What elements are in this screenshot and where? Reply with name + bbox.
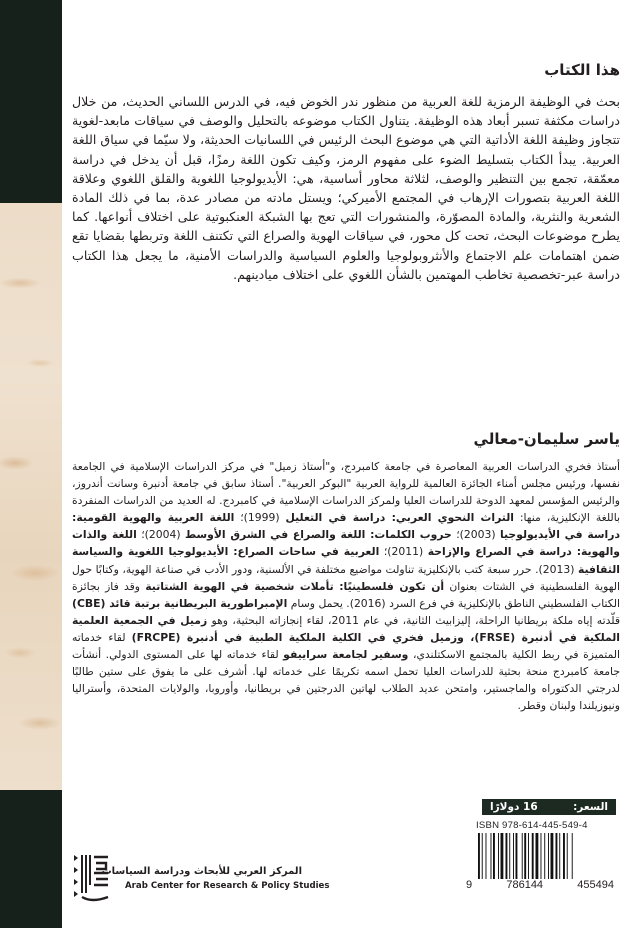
barcode-bar bbox=[532, 833, 534, 879]
bio-book-title: اللغة العربية والهوية القومية: دراسة في الأيديولوجيا bbox=[72, 511, 620, 542]
barcode-bar bbox=[522, 833, 523, 879]
barcode-bar bbox=[509, 833, 510, 879]
barcode-bar bbox=[501, 833, 504, 879]
barcode-bar bbox=[478, 833, 480, 879]
barcode-bar bbox=[482, 833, 483, 879]
author-bio-text bbox=[72, 458, 620, 714]
cover-edge-dark-bottom bbox=[0, 790, 62, 928]
isbn-label: ISBN 978-614-445-549-4 bbox=[476, 820, 588, 831]
about-book-text: بحث في الوظيفة الرمزية للغة العربية من منظور ندر الخوض فيه، في الدرس اللساني الحديث، من خلال دراسات مكثفة تسبر أبعاد هذه الوظيفة. يتناول الكتاب موضوعه بالتحليل والوصف في سياقات مابعد-لغوية تتجاوز وظيفة اللغة الأداتية التي هي موضوع البحث الرئيس في اللسانيات الحديثة، ولا سيّما في سياق اللغة العربية. يبدأ الكتاب بتسليط الضوء على مفهوم الرمز، وكيف تكون اللغة رمزًا، قبل أن يدخل في دراسة معمّقة، تجمع بين التنظير والوصف، لثلاثة محاور أساسية، هي: الأيديولوجيا اللغوية والقلق اللغوي وعلاقة اللغة العربية بتصورات الإرهاب في المجتمع الأميركي؛ ويستل مادته من مصادر عدة، بما في ذلك المادة الشعرية والنثرية، والمادة المصوّرة، والمنشورات التي تعج بها الشبكة العنكبوتية على اختلاف أنواعها. كما يطرح موضوعات البحث، تحت كل محور، في سياقات الهوية والصراع التي تكتنف اللغة وتربطها بقضايا تقع ضمن اهتمامات علم الاجتماع والأنثروبولوجيا والعلوم السياسية والدراسات الأمنية، ما يجعل هذا الكتاب دراسة عبر-تخصصية تخاطب المهتمين بالشأن اللغوي على اختلاف ميادينهم. bbox=[72, 94, 620, 282]
bio-book-title: اللغة والذات والهوية: دراسة في الصراع والإزاحة bbox=[72, 528, 620, 559]
price-box bbox=[482, 799, 616, 815]
bio-text-segment: (2013). حرر سبعة كتب بالإنكليزية تناولت مواضيع مختلفة في الألسنية، ودور الأدب في صناعة الهوية، وكتابًا حول الهوية الفلسطينية في الشتات بعنوان bbox=[72, 562, 620, 593]
bio-book-title: زميل في الجمعية العلمية الملكية في أدنبرة (FRSE)، وزميل فخري في الكلية الملكية الطبية في أدنبرة (FRCPE) bbox=[72, 613, 620, 644]
bio-text-segment: لقاء خدماته المتميزة في ربط الكلية بالمجتمع الاسكتلندي، bbox=[72, 630, 620, 662]
bio-text-segment: أستاذ فخري الدراسات العربية المعاصرة في جامعة كامبردج، و"أستاذ زميل" في مركز الدراسات الإسلامية في الجامعة نفسها، ورئيس مجلس أمناء الجائزة العالمية للرواية العربية "البوكر العربية". أستاذ سابق في جامعة أدنبرة وسانت أندروز، والرئيس المؤسس لمعهد الدوحة للدراسات العليا ولمركز الدراسات الإسلامية في كامبردج. له العديد من الدراسات المنفردة باللغة الإنكليزية، منها: bbox=[72, 460, 620, 525]
bio-text-segment: (1999)؛ bbox=[234, 511, 286, 525]
barcode-bar bbox=[493, 833, 495, 879]
about-book-heading: هذا الكتاب bbox=[544, 61, 620, 79]
bio-text-segment: (2003)؛ bbox=[451, 528, 500, 542]
barcode-bar bbox=[491, 833, 492, 879]
cover-edge-dark-top bbox=[0, 0, 62, 203]
barcode-bar bbox=[528, 833, 529, 879]
barcode-bar bbox=[536, 833, 539, 879]
bio-text-segment: (2004)؛ bbox=[136, 528, 185, 542]
bio-text-segment: وقد فاز بجائزة الكتاب الفلسطيني الناطق بالإنكليزية في فرع السرد (2016). يحمل وسام bbox=[72, 579, 620, 610]
barcode-bar bbox=[559, 833, 560, 879]
barcode-bar bbox=[548, 833, 549, 879]
barcode-bar bbox=[524, 833, 526, 879]
bio-text-segment: (2011)؛ bbox=[379, 545, 428, 559]
barcode-bar bbox=[556, 833, 558, 879]
barcode-digits bbox=[465, 879, 615, 891]
price-label: السعر: bbox=[573, 801, 608, 813]
bio-book-title: الإمبراطورية البريطانية برتبة قائد (CBE) bbox=[72, 596, 288, 610]
bio-book-title: أن تكون فلسطينيًا: تأملات شخصية في الهوية الشتاتية bbox=[145, 579, 445, 593]
barcode-digit-right: 455494 bbox=[577, 879, 614, 891]
barcode-bar bbox=[563, 833, 565, 879]
publisher-logo-icon bbox=[74, 853, 114, 903]
barcode-bar bbox=[498, 833, 499, 879]
publisher-name-arabic: المركز العربي للأبحاث ودراسة السياسات bbox=[101, 866, 302, 877]
price-value: 16 دولارًا bbox=[490, 801, 538, 813]
bio-book-title: العربية في ساحات الصراع: الأيديولوجيا اللغوية والسياسة الثقافية bbox=[72, 545, 620, 576]
author-name-heading: ياسر سليمان-معالي bbox=[473, 430, 620, 448]
barcode-digit-left: 786144 bbox=[506, 879, 544, 891]
bio-book-title: حروب الكلمات: اللغة والصراع في الشرق الأوسط bbox=[184, 528, 452, 542]
barcode-bar bbox=[544, 833, 545, 879]
barcode-bar bbox=[486, 833, 487, 879]
cover-edge-stone-texture bbox=[0, 203, 62, 790]
barcode-bar bbox=[516, 833, 518, 879]
bio-book-title: وسفير لجامعة سراييفو bbox=[283, 648, 409, 662]
bio-book-title: التراث النحوي العربي: دراسة في التعليل bbox=[285, 511, 514, 525]
barcode-bar bbox=[567, 833, 568, 879]
barcode-bar bbox=[551, 833, 554, 879]
publisher-name-english: Arab Center for Research & Policy Studies bbox=[125, 881, 330, 891]
barcode-bar bbox=[572, 833, 573, 879]
barcode-bar bbox=[506, 833, 508, 879]
barcode-digit-prefix: 9 bbox=[466, 879, 473, 891]
bio-text-segment: لقاء خدماته لها على المستوى الدولي. أنشأت جامعة كامبردج منحة بحثية للدراسات العليا تحمل اسمه تكريمًا على خدماته لها. أشرف على ما يفوق على ستين طالبًا لدرجتي الدكتوراه والماجستير، وامتحن عديد الطلاب لهاتين الدرجتين في بريطانيا، وأوروبا، والولايات المتحدة، وأستراليا ونيوزيلندا ولبنان وقطر. bbox=[72, 648, 620, 713]
bio-text-segment: قلّدته إياه ملكة بريطانيا الراحلة، إليزابيث الثانية، في عام 2011، لقاء إنجازاته البحثية، وهو bbox=[207, 613, 620, 627]
barcode-bar bbox=[541, 833, 542, 879]
barcode-bar bbox=[513, 833, 514, 879]
